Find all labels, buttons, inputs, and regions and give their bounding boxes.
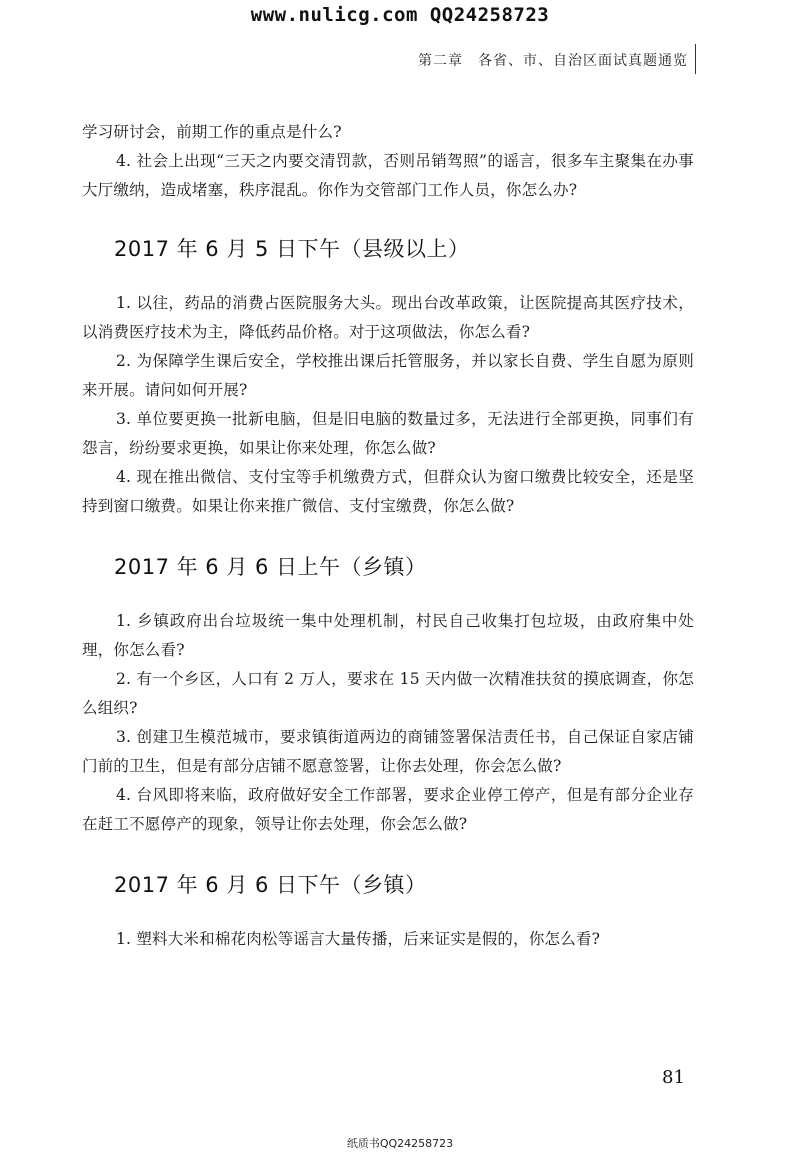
question-list [82, 607, 694, 839]
question-item: 4. 现在推出微信、支付宝等手机缴费方式，但群众认为窗口缴费比较安全，还是坚持到窗口缴费。如果让你来推广微信、支付宝缴费，你怎么做? [82, 468, 694, 515]
question-item: 2. 有一个乡区，人口有 2 万人，要求在 15 天内做一次精准扶贫的摸底调查，你怎么组织? [82, 670, 694, 717]
running-head-rule [695, 44, 696, 74]
question-item: 4. 台风即将来临，政府做好安全工作部署，要求企业停工停产，但是有部分企业存在赶工不愿停产的现象，领导让你去处理，你会怎么做? [82, 786, 694, 833]
section-june6-afternoon [82, 869, 694, 954]
question-item: 3. 创建卫生模范城市，要求镇街道两边的商铺签署保洁责任书，自己保证自家店铺门前的卫生，但是有部分店铺不愿意签署，让你去处理，你会怎么做? [82, 728, 694, 775]
section-june6-morning [82, 551, 694, 839]
section-heading: 2017 年 6 月 6 日上午（乡镇） [114, 555, 427, 579]
question-item: 1. 塑料大米和棉花肉松等谣言大量传播，后来证实是假的，你怎么看? [116, 930, 601, 948]
section-heading: 2017 年 6 月 6 日下午（乡镇） [114, 873, 427, 897]
question-list [82, 925, 694, 954]
question-item: 2. 为保障学生课后安全，学校推出课后托管服务，并以家长自费、学生自愿为原则来开展。请问如何开展? [82, 352, 694, 399]
question-item: 1. 以往，药品的消费占医院服务大头。现出台改革政策，让医院提高其医疗技术，以消费医疗技术为主，降低药品价格。对于这项做法，你怎么看? [82, 294, 694, 341]
continuation-question-4: 4. 社会上出现“三天之内要交清罚款，否则吊销驾照”的谣言，很多车主聚集在办事大厅缴纳，造成堵塞，秩序混乱。你作为交管部门工作人员，你怎么办? [82, 152, 694, 199]
bottom-watermark: 纸质书QQ24258723 [346, 1137, 454, 1150]
page-content [82, 118, 694, 954]
question-list [82, 289, 694, 521]
section-june5-afternoon [82, 233, 694, 521]
question-item: 1. 乡镇政府出台垃圾统一集中处理机制，村民自己收集打包垃圾，由政府集中处理，你怎么看? [82, 612, 694, 659]
page-number: 81 [662, 1067, 685, 1088]
running-head: 第二章 各省、市、自治区面试真题通览 [418, 53, 688, 69]
top-watermark: www.nulicg.com QQ24258723 [250, 4, 550, 26]
section-heading: 2017 年 6 月 5 日下午（县级以上） [114, 237, 470, 261]
question-item: 3. 单位要更换一批新电脑，但是旧电脑的数量过多，无法进行全部更换，同事们有怨言，纷纷要求更换，如果让你来处理，你怎么做? [82, 410, 694, 457]
continuation-line: 学习研讨会，前期工作的重点是什么? [82, 123, 342, 141]
